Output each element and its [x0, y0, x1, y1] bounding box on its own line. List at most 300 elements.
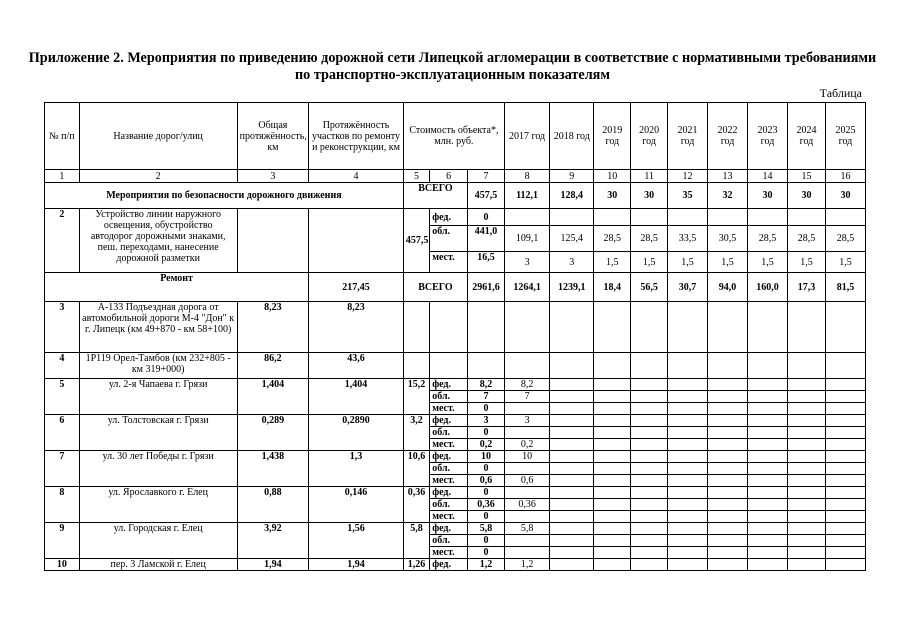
year-cell [708, 523, 748, 535]
column-number: 8 [504, 170, 549, 183]
year-cell [550, 451, 594, 463]
row-repair: 1,404 [309, 379, 404, 415]
year-cell [825, 547, 865, 559]
column-number: 7 [468, 170, 505, 183]
value-mest: 0,6 [468, 475, 505, 487]
header-repair: Протяжённость участков по ремонту и реконструкции, км [309, 103, 404, 170]
year-2017: 0,36 [504, 499, 549, 511]
year-2017 [504, 511, 549, 523]
year-cell [748, 463, 788, 475]
year-cell [631, 535, 668, 547]
year-cell [668, 547, 708, 559]
safety-title: Мероприятия по безопасности дорожного движения [45, 183, 404, 209]
value-obl: 441,0 [468, 226, 505, 252]
year-cell [788, 559, 826, 571]
empty-cell [504, 302, 549, 353]
empty-cell [748, 302, 788, 353]
page-title: Приложение 2. Мероприятия по приведению дорожной сети Липецкой агломерации в соответствие с нормативными требованиями по транспортно-эксплуатационным показателям [28, 50, 877, 83]
year-cell [708, 535, 748, 547]
year-cell [825, 487, 865, 499]
year-cell [825, 391, 865, 403]
value-mest: 0 [468, 403, 505, 415]
row-length: 0,289 [237, 415, 309, 451]
row-repair: 1,56 [309, 523, 404, 559]
column-number: 13 [708, 170, 748, 183]
year-cell [631, 439, 668, 451]
year-cell [708, 451, 748, 463]
year-2017: 7 [504, 391, 549, 403]
label-fed: фед. [430, 451, 468, 463]
empty-cell [468, 353, 505, 379]
year-cell [550, 475, 594, 487]
year-cell [594, 535, 631, 547]
label-mest: мест. [430, 252, 468, 273]
row-length [237, 209, 309, 273]
year-cell [825, 511, 865, 523]
year-cell [594, 499, 631, 511]
year-cell [668, 463, 708, 475]
year-cell [594, 451, 631, 463]
value-obl: 0 [468, 427, 505, 439]
column-number: 1 [45, 170, 80, 183]
row-length: 86,2 [237, 353, 309, 379]
year-cell [550, 487, 594, 499]
remont-year: 1239,1 [550, 273, 594, 302]
safety-year: 112,1 [504, 183, 549, 209]
row-cost: 15,2 [403, 379, 429, 415]
year-cell [631, 403, 668, 415]
year-2017 [504, 547, 549, 559]
year-cell [631, 499, 668, 511]
year-cell [708, 559, 748, 571]
year-cell [594, 559, 631, 571]
row-length: 1,94 [237, 559, 309, 571]
year-cell [748, 499, 788, 511]
year-cell [631, 511, 668, 523]
year-cell [550, 439, 594, 451]
year-cell [550, 209, 594, 226]
year-cell [825, 535, 865, 547]
year-cell [708, 427, 748, 439]
row-2-fed [45, 209, 866, 226]
year-cell [550, 463, 594, 475]
value-fed: 5,8 [468, 523, 505, 535]
empty-cell [708, 302, 748, 353]
year-cell [594, 487, 631, 499]
street-row-7-fed [45, 451, 866, 463]
value-fed: 0 [468, 209, 505, 226]
value-fed: 0 [468, 487, 505, 499]
year-cell: 125,4 [550, 226, 594, 252]
header-year: 2020 год [631, 103, 668, 170]
year-cell [668, 403, 708, 415]
label-obl: обл. [430, 226, 468, 252]
year-cell [594, 427, 631, 439]
year-cell [708, 463, 748, 475]
year-cell [825, 499, 865, 511]
year-cell [550, 511, 594, 523]
year-cell [668, 451, 708, 463]
value-fed: 1,2 [468, 559, 505, 571]
label-mest: мест. [430, 475, 468, 487]
year-cell [788, 403, 826, 415]
year-cell [594, 209, 631, 226]
year-cell [594, 415, 631, 427]
year-cell [550, 379, 594, 391]
year-cell [825, 559, 865, 571]
year-cell [825, 475, 865, 487]
year-cell [668, 427, 708, 439]
safety-year: 32 [708, 183, 748, 209]
header-year: 2024 год [788, 103, 826, 170]
row-repair: 8,23 [309, 302, 404, 353]
value-fed: 3 [468, 415, 505, 427]
row-num: 2 [45, 209, 80, 273]
year-cell [825, 523, 865, 535]
year-cell [550, 403, 594, 415]
year-2017: 8,2 [504, 379, 549, 391]
empty-cell [631, 302, 668, 353]
remont-year: 81,5 [825, 273, 865, 302]
remont-year: 160,0 [748, 273, 788, 302]
safety-year: 30 [748, 183, 788, 209]
row-num: 3 [45, 302, 80, 353]
year-cell [788, 439, 826, 451]
year-cell [788, 535, 826, 547]
year-cell [631, 547, 668, 559]
year-cell [825, 415, 865, 427]
year-cell: 30,5 [708, 226, 748, 252]
year-cell [825, 403, 865, 415]
year-cell [748, 209, 788, 226]
row-length: 8,23 [237, 302, 309, 353]
year-cell [708, 415, 748, 427]
value-obl: 0,36 [468, 499, 505, 511]
year-cell [668, 475, 708, 487]
row-repair [309, 209, 404, 273]
year-cell [748, 415, 788, 427]
remont-year: 30,7 [668, 273, 708, 302]
year-cell: 109,1 [504, 226, 549, 252]
table-caption: Таблица [819, 86, 862, 100]
remont-total: 2961,6 [468, 273, 505, 302]
value-mest: 0 [468, 511, 505, 523]
year-2017: 10 [504, 451, 549, 463]
row-name: Устройство линии наружного освещения, обустройство автодорог дорожными знаками, пеш. переходами, нанесение дорожной разметки [79, 209, 237, 273]
column-number: 10 [594, 170, 631, 183]
year-cell [788, 391, 826, 403]
label-obl: обл. [430, 463, 468, 475]
row-name: ул. Толстовская г. Грязи [79, 415, 237, 451]
empty-cell [430, 302, 468, 353]
year-cell [594, 379, 631, 391]
year-cell [550, 547, 594, 559]
row-cost: 3,2 [403, 415, 429, 451]
year-cell [748, 391, 788, 403]
year-cell [504, 209, 549, 226]
row-num: 9 [45, 523, 80, 559]
year-cell [788, 511, 826, 523]
year-cell [668, 391, 708, 403]
label-fed: фед. [430, 523, 468, 535]
empty-cell [594, 302, 631, 353]
street-row-10-fed [45, 559, 866, 571]
year-cell: 28,5 [825, 226, 865, 252]
safety-year: 128,4 [550, 183, 594, 209]
year-cell [708, 379, 748, 391]
year-cell [788, 209, 826, 226]
street-row-8-fed [45, 487, 866, 499]
measures-table [44, 102, 866, 571]
year-cell [550, 427, 594, 439]
header-cost: Стоимость объекта*, млн. руб. [403, 103, 504, 170]
value-obl: 7 [468, 391, 505, 403]
year-cell [631, 209, 668, 226]
empty-cell [825, 302, 865, 353]
header-year: 2025 год [825, 103, 865, 170]
year-cell [748, 511, 788, 523]
remont-summary-row [45, 273, 866, 302]
column-number: 2 [79, 170, 237, 183]
year-cell: 1,5 [825, 252, 865, 273]
year-2017: 3 [504, 415, 549, 427]
safety-year: 35 [668, 183, 708, 209]
remont-year: 17,3 [788, 273, 826, 302]
year-cell [788, 379, 826, 391]
value-fed: 8,2 [468, 379, 505, 391]
row-num: 4 [45, 353, 80, 379]
label-obl: обл. [430, 391, 468, 403]
column-number: 9 [550, 170, 594, 183]
year-cell [788, 523, 826, 535]
row-length: 1,404 [237, 379, 309, 415]
label-mest: мест. [430, 547, 468, 559]
column-numbers-row [45, 170, 866, 183]
year-cell: 1,5 [668, 252, 708, 273]
value-mest: 0 [468, 547, 505, 559]
row-name: ул. Городская г. Елец [79, 523, 237, 559]
column-number: 16 [825, 170, 865, 183]
year-cell [594, 475, 631, 487]
year-cell [748, 523, 788, 535]
empty-cell [594, 353, 631, 379]
street-row-6-fed [45, 415, 866, 427]
safety-year: 30 [631, 183, 668, 209]
street-row-5-fed [45, 379, 866, 391]
year-cell [631, 451, 668, 463]
row-name: пер. 3 Ламской г. Елец [79, 559, 237, 571]
empty-cell [550, 353, 594, 379]
year-cell [748, 535, 788, 547]
year-cell [788, 451, 826, 463]
row-row4 [45, 353, 866, 379]
year-cell [631, 391, 668, 403]
empty-cell [748, 353, 788, 379]
row-num: 7 [45, 451, 80, 487]
safety-summary-row [45, 183, 866, 209]
year-cell [631, 415, 668, 427]
column-number: 3 [237, 170, 309, 183]
year-2017 [504, 535, 549, 547]
year-cell [668, 559, 708, 571]
year-cell [631, 487, 668, 499]
header-length: Общая протяжённость, км [237, 103, 309, 170]
remont-year: 94,0 [708, 273, 748, 302]
column-number: 5 [403, 170, 429, 183]
value-mest: 0,2 [468, 439, 505, 451]
year-cell [708, 499, 748, 511]
year-cell [550, 535, 594, 547]
year-cell: 3 [550, 252, 594, 273]
year-cell [668, 535, 708, 547]
remont-title: Ремонт [45, 273, 309, 302]
year-cell: 1,5 [631, 252, 668, 273]
year-cell [788, 499, 826, 511]
year-cell [708, 511, 748, 523]
year-2017 [504, 487, 549, 499]
header-row [45, 103, 866, 170]
year-2017: 5,8 [504, 523, 549, 535]
column-number: 15 [788, 170, 826, 183]
empty-cell [430, 353, 468, 379]
year-cell [748, 487, 788, 499]
row-repair: 0,146 [309, 487, 404, 523]
label-mest: мест. [430, 439, 468, 451]
year-cell [708, 475, 748, 487]
value-fed: 10 [468, 451, 505, 463]
label-obl: обл. [430, 535, 468, 547]
year-cell: 1,5 [788, 252, 826, 273]
column-number: 4 [309, 170, 404, 183]
empty-cell [631, 353, 668, 379]
empty-cell [550, 302, 594, 353]
row-length: 3,92 [237, 523, 309, 559]
year-cell: 28,5 [594, 226, 631, 252]
street-row-9-fed [45, 523, 866, 535]
year-cell [825, 427, 865, 439]
year-cell [708, 403, 748, 415]
header-year: 2021 год [668, 103, 708, 170]
row-cost: 1,26 [403, 559, 429, 571]
year-cell [708, 439, 748, 451]
year-cell [708, 209, 748, 226]
header-name: Название дорог/улиц [79, 103, 237, 170]
year-2017: 0,2 [504, 439, 549, 451]
value-mest: 16,5 [468, 252, 505, 273]
year-cell [748, 547, 788, 559]
row-num: 8 [45, 487, 80, 523]
year-cell [748, 403, 788, 415]
row-cost: 457,5 [403, 209, 429, 273]
year-cell [594, 511, 631, 523]
label-mest: мест. [430, 403, 468, 415]
header-year: 2022 год [708, 103, 748, 170]
safety-vsego: ВСЕГО [403, 183, 467, 209]
year-cell: 28,5 [748, 226, 788, 252]
row-cost: 10,6 [403, 451, 429, 487]
remont-year: 1264,1 [504, 273, 549, 302]
value-obl: 0 [468, 463, 505, 475]
year-cell: 1,5 [748, 252, 788, 273]
label-mest: мест. [430, 511, 468, 523]
year-cell [668, 379, 708, 391]
empty-cell [668, 302, 708, 353]
year-cell [631, 475, 668, 487]
year-cell [825, 463, 865, 475]
year-cell [788, 487, 826, 499]
year-cell: 1,5 [708, 252, 748, 273]
year-cell [668, 523, 708, 535]
year-cell [748, 475, 788, 487]
year-2017 [504, 427, 549, 439]
empty-cell [468, 302, 505, 353]
year-cell [668, 499, 708, 511]
safety-year: 30 [788, 183, 826, 209]
year-cell [668, 487, 708, 499]
year-cell: 33,5 [668, 226, 708, 252]
year-cell [708, 487, 748, 499]
year-cell [788, 427, 826, 439]
value-obl: 0 [468, 535, 505, 547]
row-name: А-133 Подъездная дорога от автомобильной дороги М-4 "Дон" к г. Липецк (км 49+870 - км 58+100) [79, 302, 237, 353]
year-cell [594, 463, 631, 475]
year-cell [788, 475, 826, 487]
column-number: 6 [430, 170, 468, 183]
year-cell [668, 209, 708, 226]
year-2017 [504, 463, 549, 475]
year-cell: 28,5 [788, 226, 826, 252]
header-year: 2018 год [550, 103, 594, 170]
year-cell [668, 415, 708, 427]
year-cell [708, 547, 748, 559]
year-cell [594, 547, 631, 559]
empty-cell [788, 302, 826, 353]
label-fed: фед. [430, 415, 468, 427]
label-fed: фед. [430, 559, 468, 571]
header-year: 2017 год [504, 103, 549, 170]
year-cell [594, 403, 631, 415]
year-cell [748, 439, 788, 451]
year-cell [708, 391, 748, 403]
year-cell: 3 [504, 252, 549, 273]
year-cell [594, 391, 631, 403]
header-year: 2019 год [594, 103, 631, 170]
row-cost: 0,36 [403, 487, 429, 523]
safety-year: 30 [594, 183, 631, 209]
year-cell [668, 439, 708, 451]
year-cell [788, 463, 826, 475]
empty-cell [788, 353, 826, 379]
row-repair: 1,3 [309, 451, 404, 487]
empty-cell [708, 353, 748, 379]
safety-year: 30 [825, 183, 865, 209]
row-num: 10 [45, 559, 80, 571]
label-obl: обл. [430, 499, 468, 511]
remont-vsego: ВСЕГО [403, 273, 467, 302]
row-name: ул. 2-я Чапаева г. Грязи [79, 379, 237, 415]
year-cell [825, 439, 865, 451]
year-cell: 28,5 [631, 226, 668, 252]
label-fed: фед. [430, 209, 468, 226]
empty-cell [403, 302, 429, 353]
row-length: 0,88 [237, 487, 309, 523]
label-obl: обл. [430, 427, 468, 439]
year-cell [748, 559, 788, 571]
row-name: ул. Ярославкого г. Елец [79, 487, 237, 523]
column-number: 12 [668, 170, 708, 183]
year-cell [825, 209, 865, 226]
year-cell [631, 463, 668, 475]
